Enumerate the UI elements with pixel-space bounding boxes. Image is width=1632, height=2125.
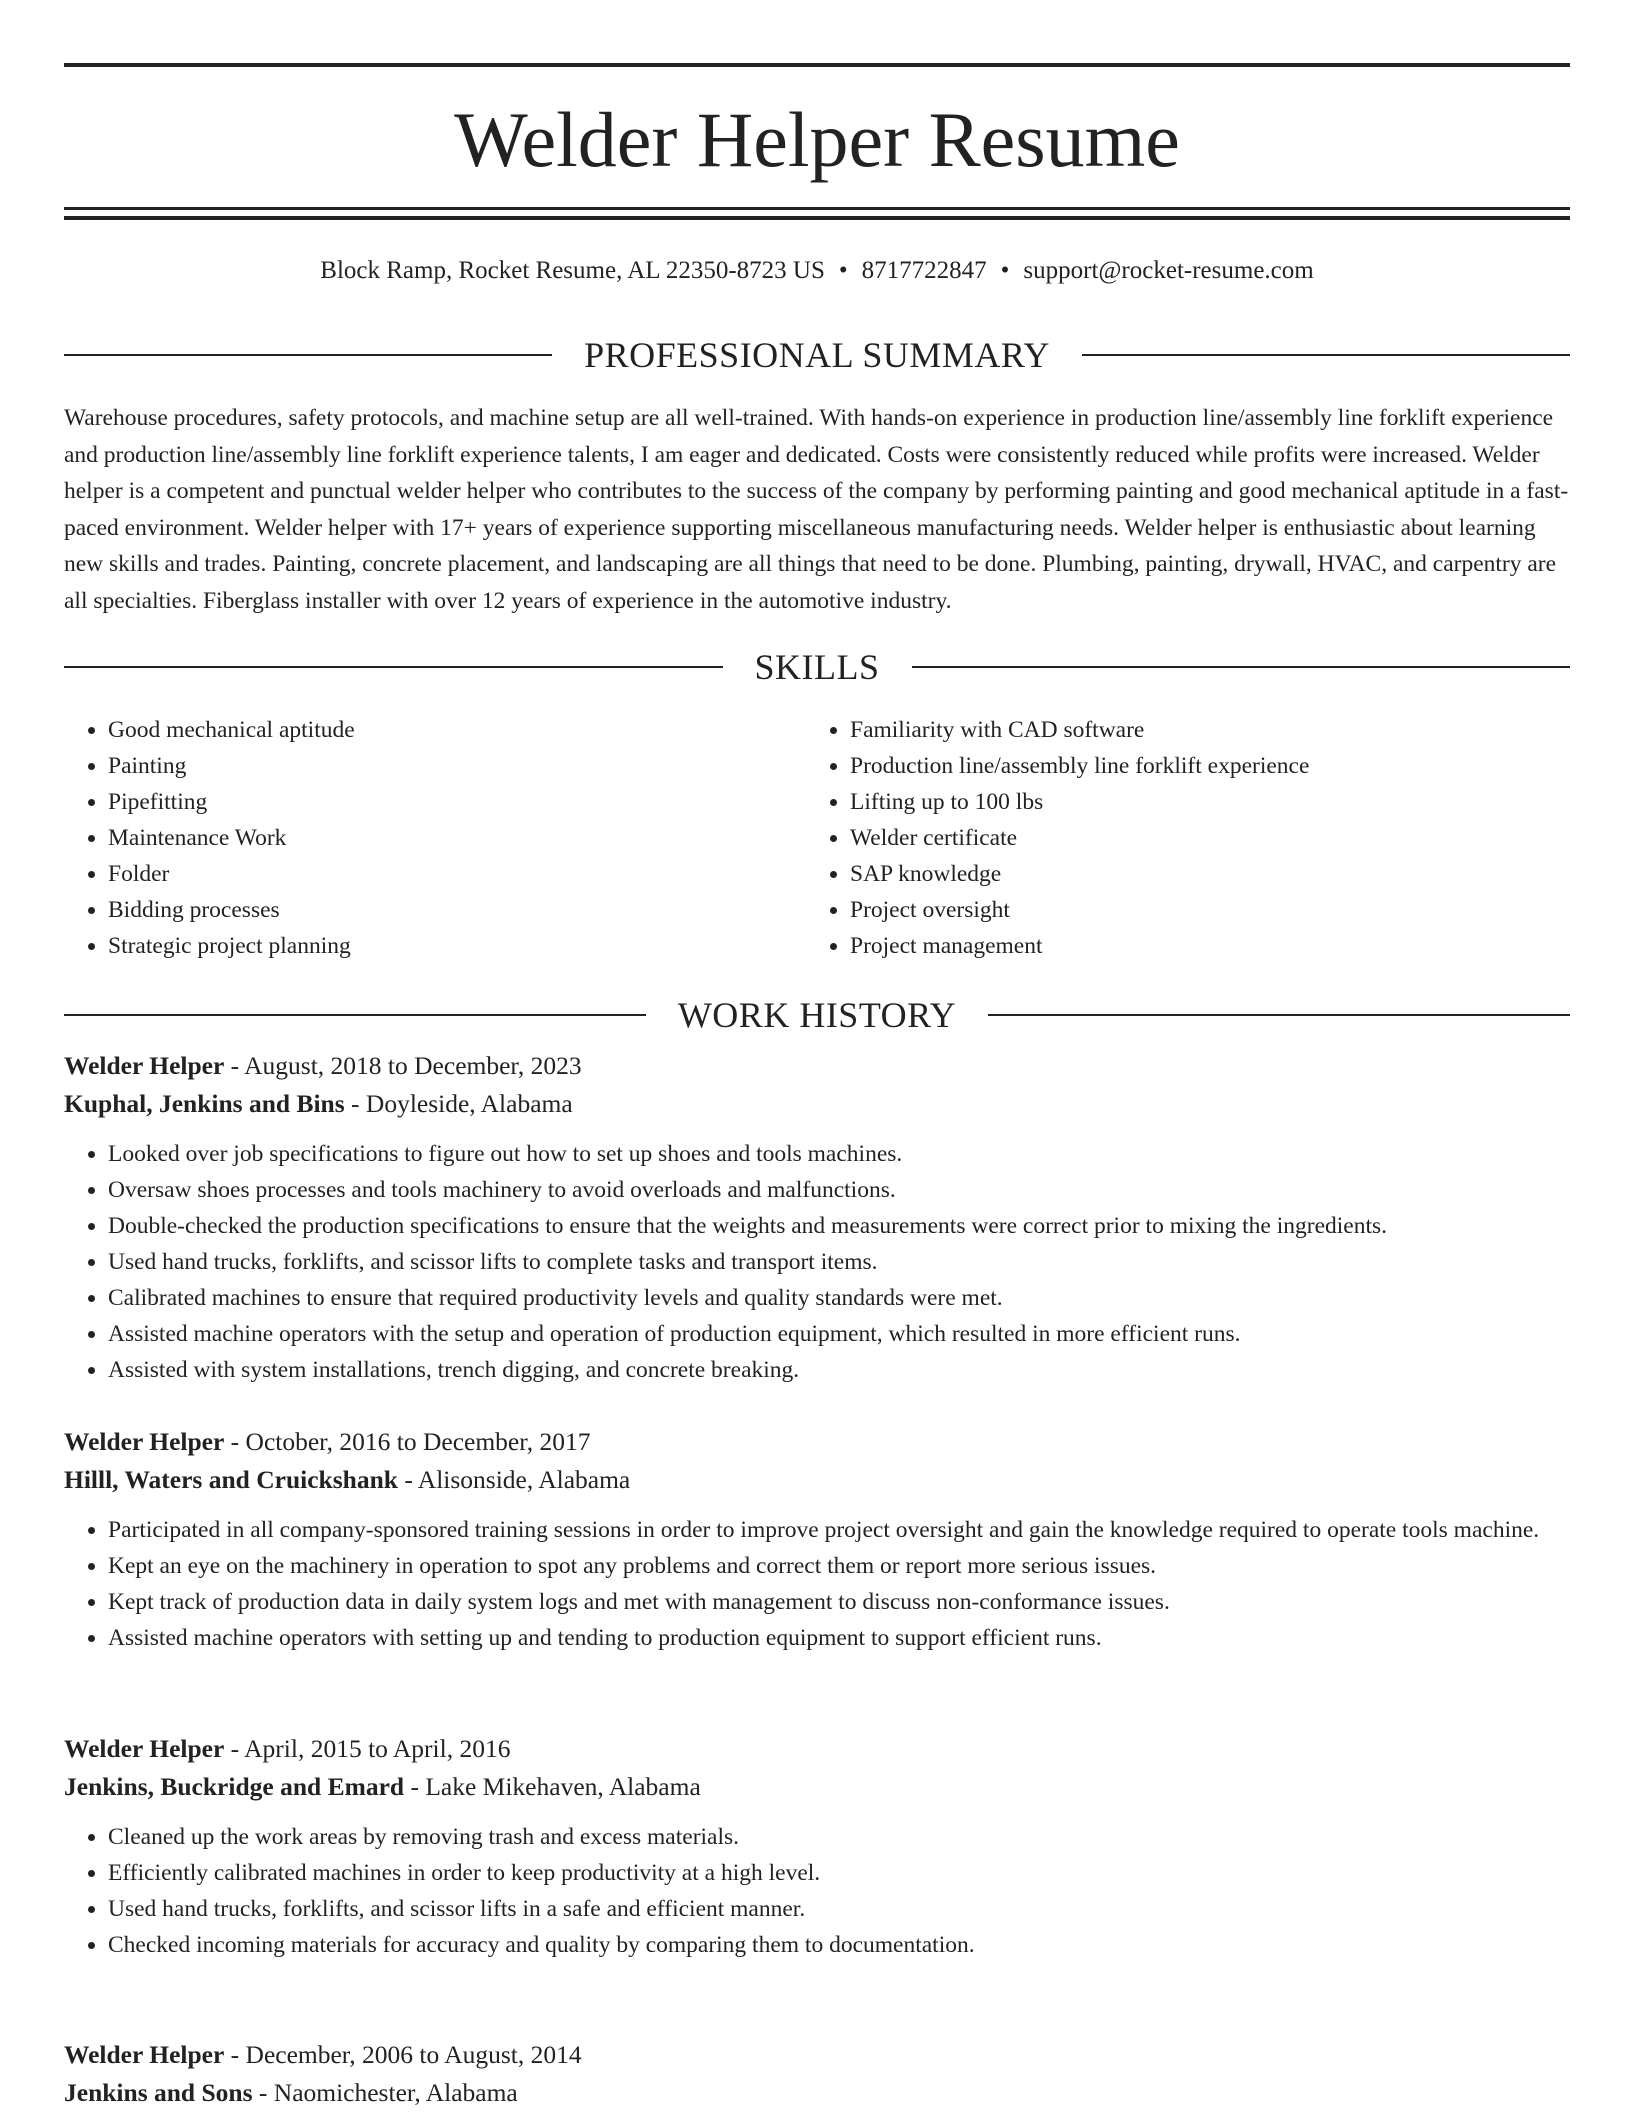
job-bullet: • Assisted machine operators with setting up and tending to production equipment to support efficient runs. <box>108 1620 1570 1656</box>
job-bullet: • Checked incoming materials for accuracy and quality by comparing them to documentation. <box>108 1927 1570 1963</box>
job-bullet: • Double-checked the production specifications to ensure that the weights and measurements were correct prior to mixing the ingredients. <box>108 1208 1570 1244</box>
skill-item: • Pipefitting <box>108 784 764 820</box>
skill-item: • Good mechanical aptitude <box>108 712 764 748</box>
job-location: - Doyleside, Alabama <box>351 1089 573 1118</box>
top-rule <box>64 63 1570 67</box>
job-title-line <box>64 2036 1570 2074</box>
job-title: Welder Helper <box>64 1734 225 1763</box>
skill-item: • Familiarity with CAD software <box>850 712 1506 748</box>
job-bullets <box>64 1136 1570 1388</box>
job-title-line <box>64 1423 1570 1461</box>
resume-title: Welder Helper Resume <box>454 96 1180 183</box>
job-company: Jenkins, Buckridge and Emard <box>64 1772 405 1801</box>
job-company-line <box>64 1768 1570 1806</box>
contact-separator: • <box>1000 257 1010 284</box>
job-location: - Lake Mikehaven, Alabama <box>410 1772 701 1801</box>
job-dates: - October, 2016 to December, 2017 <box>230 1427 591 1456</box>
skill-item: • SAP knowledge <box>850 856 1506 892</box>
job-company: Hilll, Waters and Cruickshank <box>64 1465 398 1494</box>
job-title-line <box>64 1730 1570 1768</box>
job-title: Welder Helper <box>64 1051 225 1080</box>
job-bullet: • Kept an eye on the machinery in operation to spot any problems and correct them or report more serious issues. <box>108 1548 1570 1584</box>
job-dates: - August, 2018 to December, 2023 <box>230 1051 582 1080</box>
contact-email: support@rocket-resume.com <box>1023 257 1314 284</box>
skill-item: • Strategic project planning <box>108 928 764 964</box>
skills-list-right <box>806 712 1506 964</box>
job-bullet: • Assisted with system installations, trench digging, and concrete breaking. <box>108 1352 1570 1388</box>
section-rule <box>988 1014 1570 1016</box>
contact-address: Block Ramp, Rocket Resume, AL 22350-8723 US <box>320 257 825 284</box>
job-company: Kuphal, Jenkins and Bins <box>64 1089 345 1118</box>
job-dates: - April, 2015 to April, 2016 <box>230 1734 511 1763</box>
skill-item: • Welder certificate <box>850 820 1506 856</box>
job-company-line <box>64 1085 1570 1123</box>
job-title: Welder Helper <box>64 2040 225 2069</box>
section-rule <box>64 666 723 668</box>
skills-column-right <box>806 712 1506 964</box>
job-title-line <box>64 1047 1570 1085</box>
title-rule-upper <box>64 207 1570 210</box>
job-bullet: • Looked over job specifications to figure out how to set up shoes and tools machines. <box>108 1136 1570 1172</box>
job-entry <box>64 1047 1570 1388</box>
section-title-skills: SKILLS <box>754 647 880 687</box>
skill-item: • Maintenance Work <box>108 820 764 856</box>
section-rule <box>64 354 552 356</box>
job-location: - Alisonside, Alabama <box>404 1465 631 1494</box>
job-bullet: • Used hand trucks, forklifts, and scissor lifts to complete tasks and transport items. <box>108 1244 1570 1280</box>
job-bullet: • Used hand trucks, forklifts, and scissor lifts in a safe and efficient manner. <box>108 1891 1570 1927</box>
job-location: - Naomichester, Alabama <box>258 2078 518 2107</box>
job-bullet: • Participated in all company-sponsored training sessions in order to improve project oversight and gain the knowledge required to operate tools machine. <box>108 1512 1570 1548</box>
skill-item: • Project oversight <box>850 892 1506 928</box>
section-header-work <box>64 993 1570 1037</box>
skills-column-left <box>64 712 764 964</box>
title-rule-lower <box>64 216 1570 220</box>
skill-item: • Lifting up to 100 lbs <box>850 784 1506 820</box>
section-title-summary: PROFESSIONAL SUMMARY <box>584 335 1050 375</box>
job-title: Welder Helper <box>64 1427 225 1456</box>
section-rule <box>912 666 1571 668</box>
job-company-line <box>64 1461 1570 1499</box>
job-bullet: • Calibrated machines to ensure that required productivity levels and quality standards were met. <box>108 1280 1570 1316</box>
job-bullet: • Kept track of production data in daily system logs and met with management to discuss non-conformance issues. <box>108 1584 1570 1620</box>
contact-phone: 8717722847 <box>861 257 987 284</box>
skill-item: • Folder <box>108 856 764 892</box>
job-bullet: • Efficiently calibrated machines in order to keep productivity at a high level. <box>108 1855 1570 1891</box>
section-header-summary <box>64 333 1570 377</box>
professional-summary: Warehouse procedures, safety protocols, and machine setup are all well-trained. With hands-on experience in production line/assembly line forklift experience and production line/assembly line forklift experience talents, I am eager and dedicated. Costs were consistently reduced while profits were increased. Welder helper is a competent and punctual welder helper who contributes to the success of the company by performing painting and good mechanical aptitude in a fast-paced environment. Welder helper with 17+ years of experience supporting miscellaneous manufacturing needs. Welder helper is enthusiastic about learning new skills and trades. Painting, concrete placement, and landscaping are all things that need to be done. Plumbing, painting, drywall, HVAC, and carpentry are all specialties. Fiberglass installer with over 12 years of experience in the automotive industry. <box>64 405 1569 614</box>
job-entry <box>64 1730 1570 1963</box>
job-bullet: • Cleaned up the work areas by removing trash and excess materials. <box>108 1819 1570 1855</box>
job-bullets <box>64 1512 1570 1656</box>
skill-item: • Painting <box>108 748 764 784</box>
contact-separator: • <box>838 257 848 284</box>
skills-list-left <box>64 712 764 964</box>
section-title-work: WORK HISTORY <box>677 995 957 1035</box>
skill-item: • Project management <box>850 928 1506 964</box>
skill-item: • Bidding processes <box>108 892 764 928</box>
skill-item: • Production line/assembly line forklift experience <box>850 748 1506 784</box>
contact-line <box>64 255 1570 287</box>
job-company-line <box>64 2074 1570 2112</box>
section-header-skills <box>64 645 1570 689</box>
section-rule <box>1082 354 1570 356</box>
job-entry <box>64 1423 1570 1656</box>
job-bullets <box>64 1819 1570 1963</box>
section-rule <box>64 1014 646 1016</box>
job-company: Jenkins and Sons <box>64 2078 253 2107</box>
job-bullet: • Assisted machine operators with the setup and operation of production equipment, which resulted in more efficient runs. <box>108 1316 1570 1352</box>
job-bullet: • Oversaw shoes processes and tools machinery to avoid overloads and malfunctions. <box>108 1172 1570 1208</box>
job-dates: - December, 2006 to August, 2014 <box>230 2040 582 2069</box>
